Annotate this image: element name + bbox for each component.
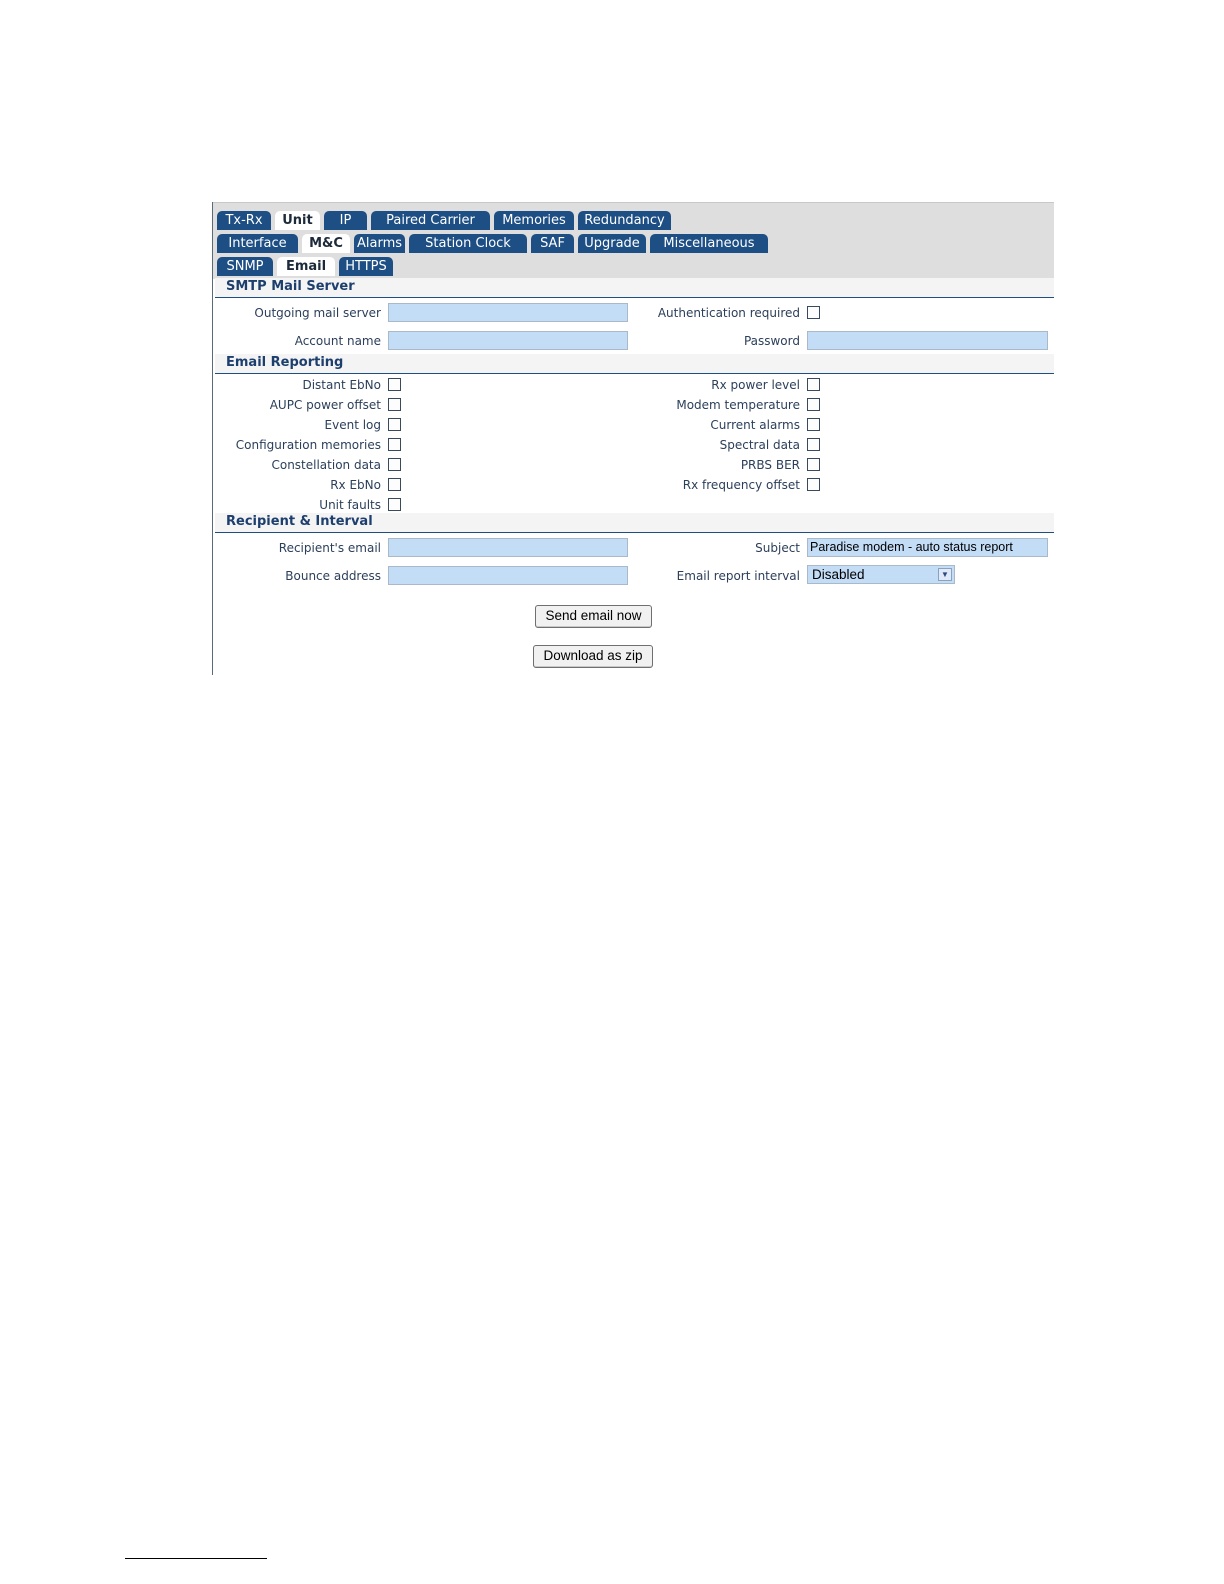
- aupc-power-offset-label: AUPC power offset: [269, 398, 381, 412]
- chevron-down-icon[interactable]: ▼: [938, 568, 952, 581]
- email-report-interval-select[interactable]: [807, 565, 955, 584]
- authentication-required-label: Authentication required: [657, 306, 800, 320]
- authentication-required-checkbox[interactable]: [807, 306, 820, 319]
- unit-faults-checkbox[interactable]: [388, 498, 401, 511]
- recipients-email-input[interactable]: [388, 538, 628, 557]
- tab-interface[interactable]: Interface: [217, 234, 298, 253]
- account-name-label: Account name: [294, 334, 381, 348]
- tab-alarms[interactable]: Alarms: [354, 234, 405, 253]
- recipients-email-label: Recipient's email: [278, 541, 381, 555]
- prbs-ber-label: PRBS BER: [740, 458, 800, 472]
- outgoing-mail-server-input[interactable]: [388, 303, 628, 322]
- smtp-section-title: SMTP Mail Server: [226, 279, 355, 294]
- tab-snmp[interactable]: SNMP: [217, 257, 273, 276]
- constellation-data-label: Constellation data: [271, 458, 381, 472]
- distant-ebno-label: Distant EbNo: [302, 378, 381, 392]
- distant-ebno-checkbox[interactable]: [388, 378, 401, 391]
- reporting-section-title: Email Reporting: [226, 355, 344, 370]
- recipient-section-header: [215, 513, 1054, 533]
- tab-ip[interactable]: IP: [324, 211, 367, 230]
- constellation-data-checkbox[interactable]: [388, 458, 401, 471]
- recipient-section-title: Recipient & Interval: [226, 514, 373, 529]
- reporting-section-header: [215, 354, 1054, 374]
- configuration-memories-label: Configuration memories: [235, 438, 381, 452]
- download-as-zip-button[interactable]: Download as zip: [533, 645, 653, 668]
- tab-miscellaneous[interactable]: Miscellaneous: [650, 234, 768, 253]
- send-email-now-button[interactable]: Send email now: [535, 605, 652, 628]
- spectral-data-checkbox[interactable]: [807, 438, 820, 451]
- tab-tx-rx[interactable]: Tx-Rx: [217, 211, 271, 230]
- tab-memories[interactable]: Memories: [494, 211, 574, 230]
- rx-ebno-label: Rx EbNo: [330, 478, 381, 492]
- password-input[interactable]: [807, 331, 1048, 350]
- tab-unit[interactable]: Unit: [275, 211, 320, 230]
- unit-faults-label: Unit faults: [319, 498, 381, 512]
- email-report-interval-label: Email report interval: [676, 569, 800, 583]
- rx-frequency-offset-label: Rx frequency offset: [682, 478, 800, 492]
- configuration-memories-checkbox[interactable]: [388, 438, 401, 451]
- current-alarms-label: Current alarms: [710, 418, 800, 432]
- tab-station-clock[interactable]: Station Clock: [409, 234, 527, 253]
- rx-frequency-offset-checkbox[interactable]: [807, 478, 820, 491]
- tab-upgrade[interactable]: Upgrade: [578, 234, 646, 253]
- bounce-address-input[interactable]: [388, 566, 628, 585]
- tab-mc[interactable]: M&C: [302, 234, 350, 253]
- current-alarms-checkbox[interactable]: [807, 418, 820, 431]
- tab-email[interactable]: Email: [277, 257, 335, 276]
- event-log-checkbox[interactable]: [388, 418, 401, 431]
- tab-redundancy[interactable]: Redundancy: [578, 211, 671, 230]
- smtp-section-header: [215, 278, 1054, 298]
- account-name-input[interactable]: [388, 331, 628, 350]
- prbs-ber-checkbox[interactable]: [807, 458, 820, 471]
- event-log-label: Event log: [324, 418, 381, 432]
- rx-power-level-checkbox[interactable]: [807, 378, 820, 391]
- subject-label: Subject: [755, 541, 800, 555]
- tab-https[interactable]: HTTPS: [339, 257, 393, 276]
- email-settings-panel: [212, 202, 1054, 675]
- tab-saf[interactable]: SAF: [531, 234, 574, 253]
- email-report-interval-value: Disabled: [812, 567, 865, 582]
- aupc-power-offset-checkbox[interactable]: [388, 398, 401, 411]
- modem-temperature-label: Modem temperature: [676, 398, 800, 412]
- footnote-rule: [125, 1558, 267, 1559]
- spectral-data-label: Spectral data: [719, 438, 800, 452]
- rx-power-level-label: Rx power level: [711, 378, 800, 392]
- subject-input[interactable]: Paradise modem - auto status report: [807, 538, 1048, 557]
- bounce-address-label: Bounce address: [285, 569, 381, 583]
- tab-bar: [213, 202, 1054, 279]
- outgoing-mail-server-label: Outgoing mail server: [254, 306, 381, 320]
- tab-paired-carrier[interactable]: Paired Carrier: [371, 211, 490, 230]
- password-label: Password: [743, 334, 800, 348]
- rx-ebno-checkbox[interactable]: [388, 478, 401, 491]
- modem-temperature-checkbox[interactable]: [807, 398, 820, 411]
